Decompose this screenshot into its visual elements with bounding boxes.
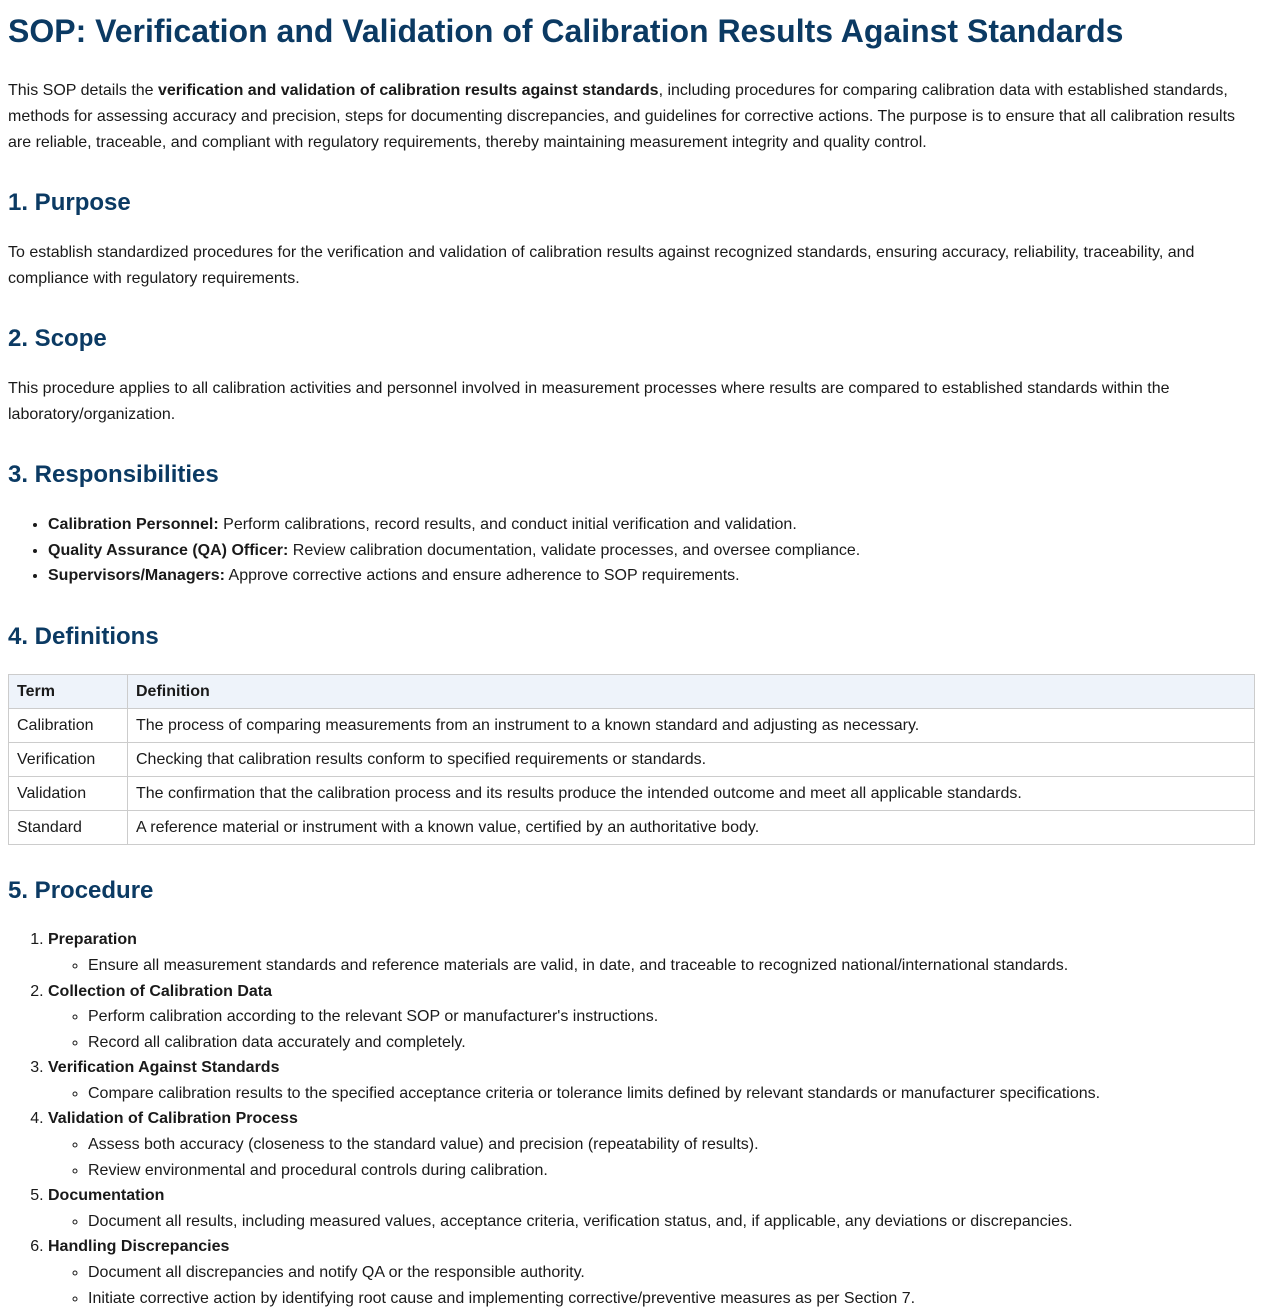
procedure-substeps [48,1132,1255,1183]
intro-text-bold: verification and validation of calibration results against standards [158,82,659,100]
section-heading-definitions: 4. Definitions [8,622,159,650]
procedure-substep: ◦ Document all discrepancies and notify QA or the responsible authority. [88,1260,1255,1286]
procedure-step [48,1234,1255,1311]
procedure-step-title: Documentation [48,1187,165,1205]
term-cell: Standard [9,810,128,844]
responsibility-item [48,512,1255,538]
sop-document [0,12,1263,1311]
definition-cell: A reference material or instrument with a known value, certified by an authoritative body. [128,810,1255,844]
responsibility-desc: Approve corrective actions and ensure adherence to SOP requirements. [224,567,740,585]
procedure-substep: ◦ Ensure all measurement standards and reference materials are valid, in date, and traceable to recognized national/international standards. [88,953,1255,979]
definitions-table [8,674,1255,845]
procedure-step-title: Verification Against Standards [48,1059,280,1077]
responsibilities-list [8,512,1255,589]
procedure-substep: ◦ Compare calibration results to the specified acceptance criteria or tolerance limits defined by relevant standards or manufacturer specifications. [88,1081,1255,1107]
procedure-step [48,979,1255,1056]
section-heading-scope: 2. Scope [8,325,107,353]
procedure-step [48,1183,1255,1234]
responsibility-role: Quality Assurance (QA) Officer: [48,541,289,559]
procedure-step [48,1106,1255,1183]
responsibility-role: Supervisors/Managers: [48,567,225,585]
table-row [9,708,1255,742]
term-cell: Validation [9,776,128,810]
procedure-substep: ◦ Record all calibration data accurately and completely. [88,1030,1255,1056]
intro-paragraph [8,78,1255,155]
section-heading-responsibilities: 3. Responsibilities [8,461,219,489]
responsibility-item [48,538,1255,564]
definition-cell: The process of comparing measurements from an instrument to a known standard and adjusting as necessary. [128,708,1255,742]
procedure-substep: ◦ Assess both accuracy (closeness to the standard value) and precision (repeatability of results). [88,1132,1255,1158]
definition-cell: Checking that calibration results conform to specified requirements or standards. [128,742,1255,776]
term-cell: Calibration [9,708,128,742]
procedure-substeps [48,953,1255,979]
procedure-substep: ◦ Review environmental and procedural controls during calibration. [88,1158,1255,1184]
responsibility-role: Calibration Personnel: [48,515,219,533]
responsibility-desc: Perform calibrations, record results, and conduct initial verification and validation. [218,515,797,533]
section-heading-purpose: 1. Purpose [8,189,131,217]
table-header-row [9,674,1255,708]
procedure-substep: ◦ Initiate corrective action by identifying root cause and implementing corrective/preventive measures as per Section 7. [88,1286,1255,1311]
scope-text: This procedure applies to all calibration activities and personnel involved in measurement processes where results are compared to established standards within the laboratory/organization. [8,379,1170,423]
term-cell: Verification [9,742,128,776]
procedure-substep: ◦ Perform calibration according to the relevant SOP or manufacturer's instructions. [88,1004,1255,1030]
procedure-step-title: Validation of Calibration Process [48,1110,298,1128]
section-heading-procedure: 5. Procedure [8,876,154,904]
column-header-definition: Definition [128,674,1255,708]
page-title: SOP: Verification and Validation of Calibration Results Against Standards [8,13,1124,49]
intro-text-start: This SOP details the [8,82,158,100]
definition-cell: The confirmation that the calibration process and its results produce the intended outcome and meet all applicable standards. [128,776,1255,810]
intro-text-end: , including procedures for comparing calibration data with established standards, methods for assessing accuracy and precision, steps for documenting discrepancies, and guidelines for corrective actions. The purpose is to ensure that all calibration results are reliable, traceable, and compliant with regulatory requirements, thereby maintaining measurement integrity and quality control. [8,82,1236,151]
table-row [9,810,1255,844]
column-header-term: Term [9,674,128,708]
table-row [9,742,1255,776]
responsibility-item [48,563,1255,589]
procedure-step [48,927,1255,978]
procedure-step-title: Preparation [48,931,137,949]
purpose-text: To establish standardized procedures for the verification and validation of calibration results against recognized standards, ensuring accuracy, reliability, traceability, and compliance with regulatory requirements. [8,243,1195,287]
procedure-step [48,1055,1255,1106]
procedure-substeps [48,1081,1255,1107]
procedure-step-title: Collection of Calibration Data [48,982,273,1000]
responsibility-desc: Review calibration documentation, validate processes, and oversee compliance. [288,541,861,559]
procedure-substeps [48,1260,1255,1311]
procedure-substeps [48,1004,1255,1055]
procedure-substep: ◦ Document all results, including measured values, acceptance criteria, verification status, and, if applicable, any deviations or discrepancies. [88,1209,1255,1235]
procedure-substeps [48,1209,1255,1235]
procedure-steps-list [8,927,1255,1311]
table-row [9,776,1255,810]
procedure-step-title: Handling Discrepancies [48,1238,230,1256]
